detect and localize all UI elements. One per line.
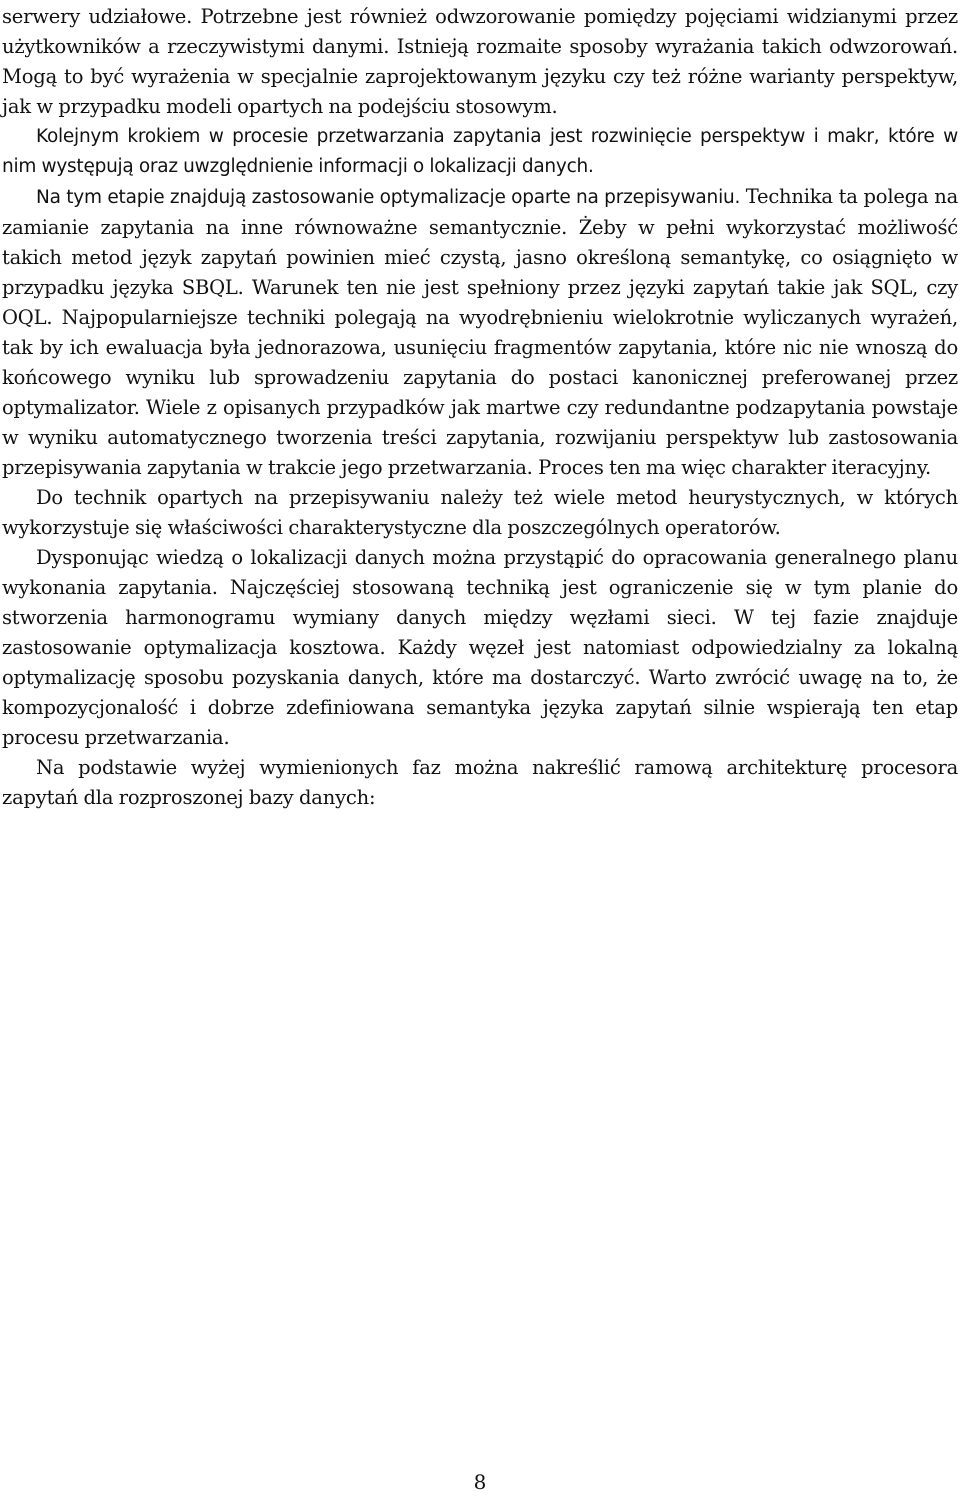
paragraph-continuation: serwery udziałowe. Potrzebne jest również odwzorowanie pomiędzy pojęciami widzianymi przez użytkowników a rzeczywistymi danymi. Istnieją rozmaite sposoby wyrażania takich odwzorowań. Mogą to być wyrażenia w specjalnie zaprojektowanym języku czy też różne warianty perspektyw, jak w przypadku modeli opartych na podejściu stosowym. — [2, 5, 958, 118]
paragraph-architecture-lead: Na podstawie wyżej wymienionych faz można nakreślić ramową architekturę procesora zapytań dla rozproszonej bazy danych: — [2, 756, 958, 809]
rewriting-serif-rest: Technika ta polega na zamianie zapytania na inne równoważne semantycznie. Żeby w pełni wykorzystać możliwość takich metod język zapytań powinien mieć czystą, jasno określoną semantykę, co osiągnięto w przypadku języka SBQL. Warunek ten nie jest spełniony przez języki zapytań takie jak SQL, czy OQL. Najpopularniejsze techniki polegają na wyodrębnieniu wielokrotnie wyliczanych wyrażeń, tak by ich ewaluacja była jednorazowa, usunięciu fragmentów zapytania, które nic nie wnoszą do końcowego wyniku lub sprowadzeniu zapytania do postaci kanonicznej preferowanej przez optymalizator. Wiele z opisanych przypadków jak martwe czy redundantne podzapytania powstaje w wyniku automatycznego tworzenia treści zapytania, rozwijaniu perspektyw lub zastosowania przepisywania zapytania w trakcie jego przetwarzania. Proces ten ma więc charakter iteracyjny. — [2, 185, 958, 479]
body-text — [2, 2, 958, 813]
rewriting-sans-lead: Na tym etapie znajdują zastosowanie optymalizacje oparte na przepisywaniu. — [36, 187, 746, 208]
paragraph-heuristics: Do technik opartych na przepisywaniu należy też wiele metod heurystycznych, w których wykorzystuje się właściwości charakterystyczne dla poszczególnych operatorów. — [2, 486, 958, 539]
page-number: 8 — [473, 1470, 487, 1494]
paragraph-rewriting-intro — [2, 182, 958, 483]
paragraph-view-expansion: Kolejnym krokiem w procesie przetwarzania zapytania jest rozwinięcie perspektyw i makr, które w nim występują oraz uwzględnienie informacji o lokalizacji danych. — [2, 126, 958, 177]
paragraph-execution-plan: Dysponując wiedzą o lokalizacji danych można przystąpić do opracowania generalnego planu wykonania zapytania. Najczęściej stosowaną techniką jest ograniczenie się w tym planie do stworzenia harmonogramu wymiany danych między węzłami sieci. W tej fazie znajduje zastosowanie optymalizacja kosztowa. Każdy węzeł jest natomiast odpowiedzialny za lokalną optymalizację sposobu pozyskania danych, które ma dostarczyć. Warto zwrócić uwagę na to, że kompozycjonalość i dobrze zdefiniowana semantyka języka zapytań silnie wspierają ten etap procesu przetwarzania. — [2, 546, 958, 749]
